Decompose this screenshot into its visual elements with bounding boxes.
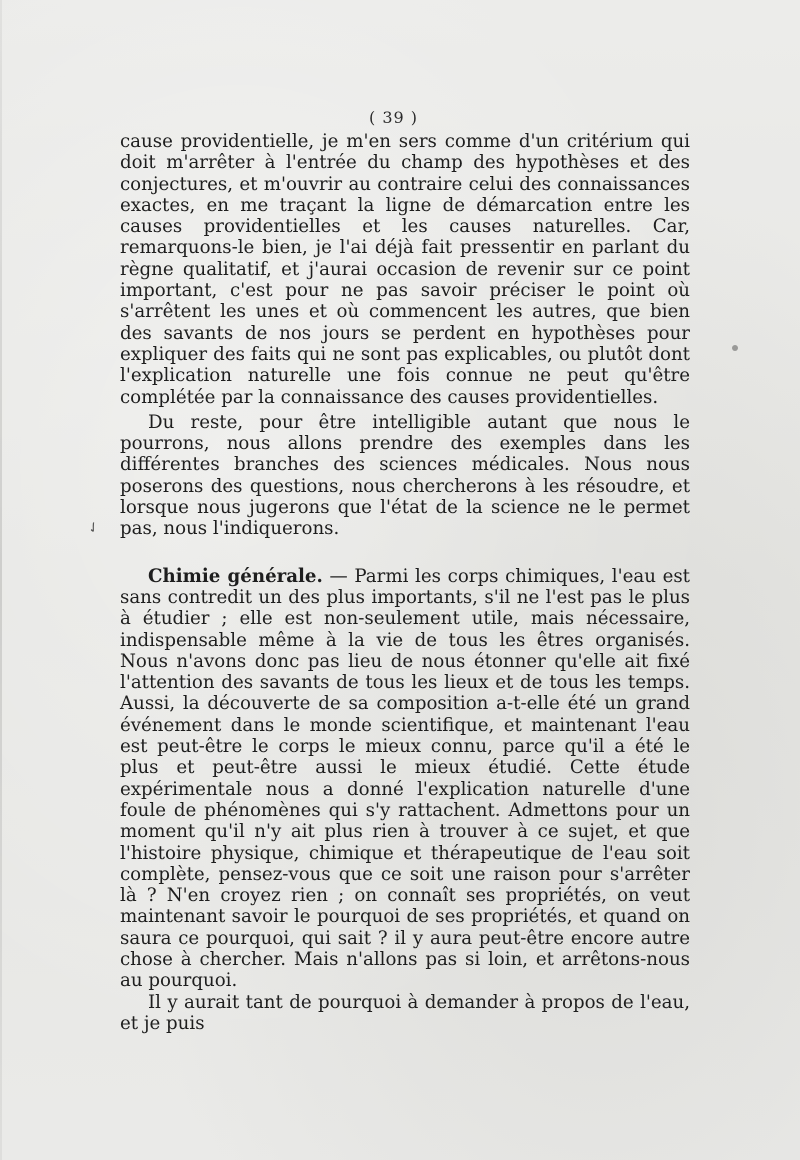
page-number: ( 39 ): [369, 108, 419, 127]
paragraph-continuation: cause providentielle, je m'en sers comme d'un critérium qui doit m'arrêter à l'entrée du champ des hypothèses et des conjectures, et m'ouvrir au contraire celui des connaissances exactes, en me traçant la ligne de démarcation entre les causes providentielles et les causes naturelles. Car, remarquons-le bien, je l'ai déjà fait pressentir en parlant du règne qualitatif, et j'aurai occasion de revenir sur ce point important, c'est pour ne pas savoir préciser le point où s'arrêtent les unes et où commencent les autres, que bien des savants de nos jours se perdent en hypothèses pour expliquer des faits qui ne sont pas explicables, ou plutôt dont l'explication naturelle une fois connue ne peut qu'être complétée par la connaissance des causes providentielles.: [120, 131, 690, 408]
section-paragraph: [120, 566, 690, 992]
section-heading: Chimie générale.: [148, 565, 323, 587]
last-line: Il y aurait tant de pourquoi à demander à propos de l'eau, et je puis: [120, 991, 690, 1034]
body-text: [120, 131, 690, 1034]
paper-speck: [732, 345, 738, 351]
section-spacer: [120, 540, 690, 566]
section-text: Parmi les corps chimiques, l'eau est sans contredit un des plus importants, s'il ne l'est pas le plus à étudier ; elle est non-seulement utile, mais nécessaire, indispensable même à la vie de tous les êtres organisés. Nous n'avons donc pas lieu de nous étonner qu'elle ait fixé l'attention des savants de tous les lieux et de tous les temps. Aussi, la découverte de sa composition a-t-elle été un grand événement dans le monde scientifique, et maintenant l'eau est peut-être le corps le mieux connu, parce qu'il a été le plus et peut-être aussi le mieux étudié. Cette étude expérimentale nous a donné l'explication naturelle d'une foule de phénomènes qui s'y rattachent. Admettons pour un moment qu'il n'y ait plus rien à trouver à ce sujet, et que l'histoire physique, chimique et thérapeutique de l'eau soit complète, pensez-vous que ce soit une raison pour s'arrêter là ? N'en croyez rien ; on connaît ses propriétés, on veut maintenant savoir le pourquoi de ses propriétés, et quand on saura ce pourquoi, qui sait ? il y aura peut-être encore autre chose à chercher. Mais n'allons pas si loin, et arrêtons-nous au pourquoi.: [120, 565, 690, 992]
section-dash: —: [322, 565, 355, 587]
page-edge-shadow: [0, 0, 2, 1160]
margin-pencil-mark: ✓: [84, 518, 104, 538]
paragraph: Du reste, pour être intelligible autant que nous le pourrons, nous allons prendre des exemples dans les différentes branches des sciences médicales. Nous nous poserons des questions, nous chercherons à les résoudre, et lorsque nous jugerons que l'état de la science ne le permet pas, nous l'indiquerons.: [120, 411, 690, 540]
